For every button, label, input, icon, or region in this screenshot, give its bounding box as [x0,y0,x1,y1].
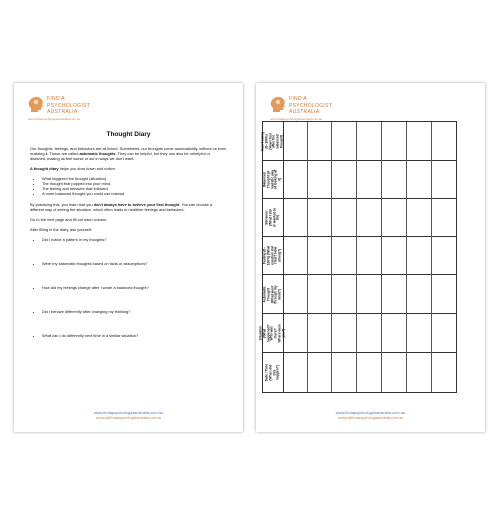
next-page-instruction: Go to the next page and fill out each column. [30,217,108,222]
thought-diary-table [258,121,457,393]
table-row [263,199,456,237]
column-divider [356,122,357,392]
brand-url: www.findapsychologistaustralia.com.au [28,117,81,121]
diary-help-paragraph: A thought diary helps you slow down and notice: [30,166,116,171]
footer-email[interactable]: contact@findapsychologistaustralia.com.au [95,416,162,420]
list-item: • The feeling and behavior that followed. [42,186,227,191]
info-page [14,83,243,432]
table-row [258,314,456,353]
head-logo-icon [270,96,286,114]
row-header: Balanced Thought (A realistic way of looking at it) [263,161,284,198]
page-title: Thought Diary [106,131,151,138]
row-header: Situation (What happened? Who was there? Where were you?) [263,314,284,352]
row-header: Behavior (What I did or wanted to do) [263,199,284,236]
table-row [263,275,456,314]
list-item: • A more balanced thought you could use instead. [42,191,227,196]
practice-paragraph: By practicing this, you learn that you don't always have to believe your first thought. You can choose a different way of seeing the situation, which often leads to healthier feelings and behaviors. [30,202,213,212]
page-footer [14,410,243,420]
table-row [263,353,456,392]
footer-website[interactable]: www.findapsychologistaustralia.com.au [93,410,164,415]
row-header: New Feeling (0–100%) (How I feel after the balanced thought) [263,122,284,160]
brand-line-3: AUSTRALIA [47,109,78,115]
column-divider [307,122,308,392]
brand-line-1: FIND A [289,96,307,102]
column-divider [406,122,407,392]
table-row [260,122,456,161]
head-logo-icon [28,96,44,114]
notice-list [30,176,227,196]
question-item: • How did my feelings change after I wrote a balanced thought? [42,285,227,290]
diary-page [256,83,485,432]
brand-url: www.findapsychologistaustralia.com.au [270,117,323,121]
column-divider [431,122,432,392]
page-footer [256,410,485,420]
reflection-intro: After filling in the diary, ask yourself: [30,227,92,232]
question-item: • What can I do differently next time in a similar situation? [42,333,227,338]
column-divider [381,122,382,392]
row-header: Feeling (0–100%) (What emotion did I feel? How strong?) [263,237,284,274]
footer-email[interactable]: contact@findapsychologistaustralia.com.au [337,416,404,420]
question-item: • Did I behave differently after changing my thinking? [42,309,227,314]
brand-line-3: AUSTRALIA [289,109,320,115]
question-item: • Did I notice a pattern in my thoughts? [42,237,227,242]
reflection-questions [30,237,227,338]
row-header: Date / Time (When did this happen?) [263,353,284,392]
footer-website[interactable]: www.findapsychologistaustralia.com.au [335,410,406,415]
column-divider [331,122,332,392]
brand-line-2: PSYCHOLOGIST [47,102,91,109]
list-item: • The thought that popped into your mind. [42,181,227,186]
row-header: Automatic Thought (What went through my mind?) [263,275,284,313]
intro-paragraph: Our thoughts, feelings, and behaviors are all linked. Sometimes, our thoughts come automatically, without us even realizing it. These are called automatic thoughts. They can be helpful, but they can also be unhelpful or distorted, making us feel worse or act in ways we don't want. [30,146,227,161]
brand-line-2: PSYCHOLOGIST [289,102,333,109]
list-item: • What triggered the thought (situation). [42,176,227,181]
table-row [263,237,456,275]
question-item: • Were my automatic thoughts based on facts or assumptions? [42,261,227,266]
table-row [263,161,456,199]
brand-line-1: FIND A [47,96,65,102]
